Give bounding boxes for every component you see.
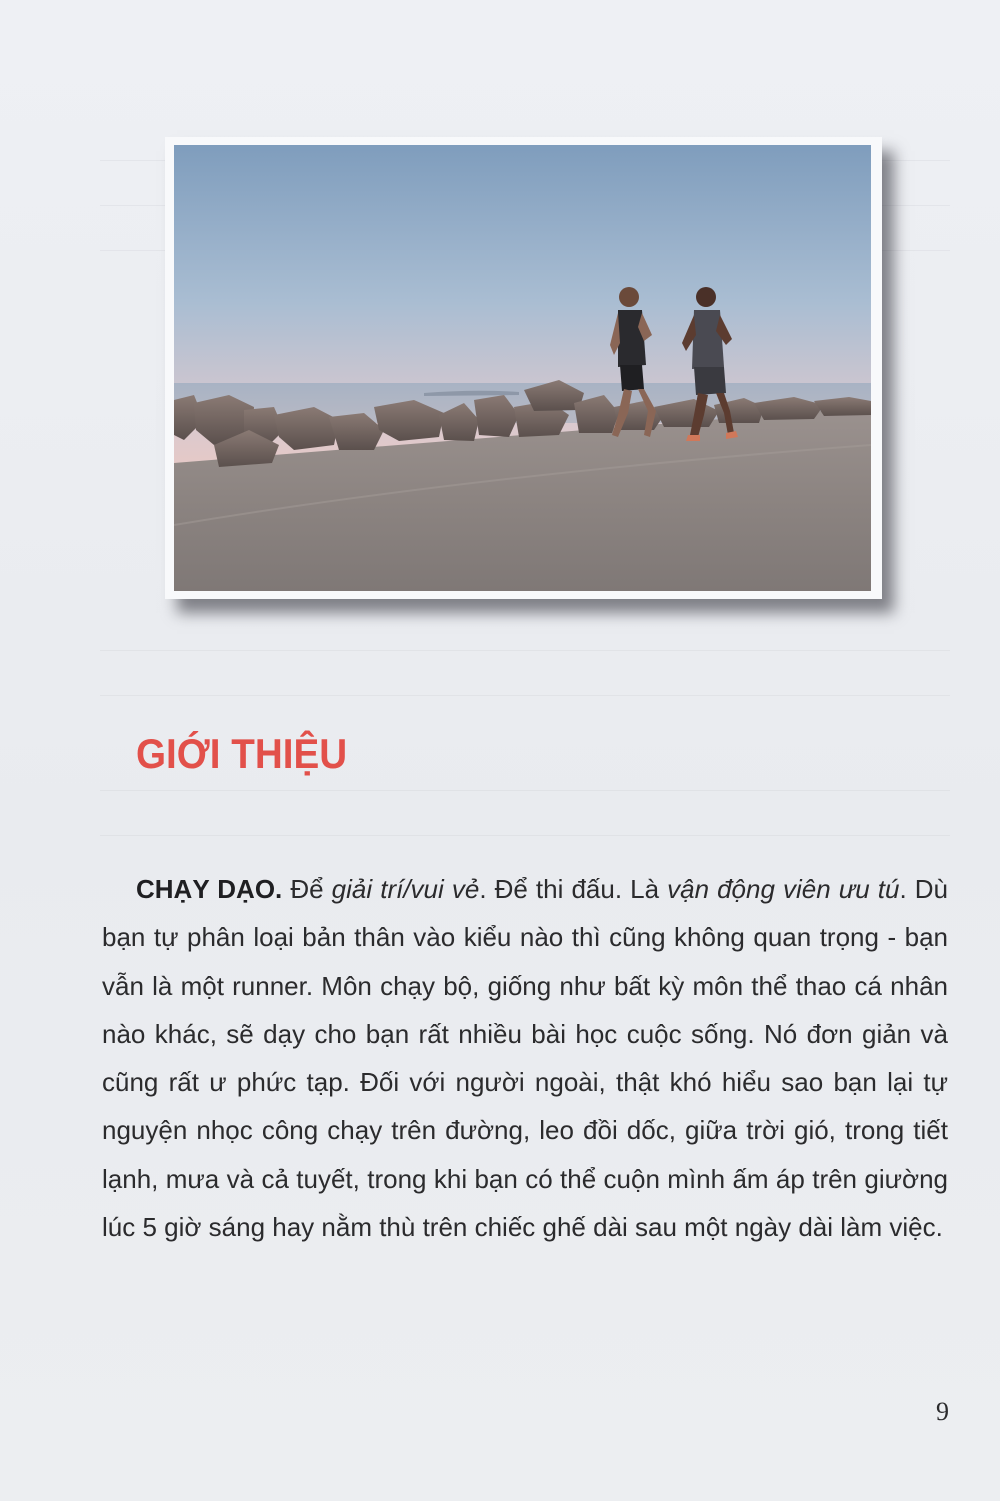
text-run: . Để thi đấu. Là — [479, 874, 668, 904]
seaside-runners-illustration — [174, 145, 871, 591]
runners-photo — [174, 145, 871, 591]
section-heading: GIỚI THIỆU — [136, 730, 348, 777]
page-number: 9 — [936, 1397, 949, 1426]
photo-frame — [165, 137, 882, 599]
show-through-line — [100, 835, 950, 836]
show-through-line — [100, 695, 950, 696]
italic-run: vận động viên ưu tú — [667, 874, 900, 904]
show-through-line — [100, 790, 950, 791]
italic-run: giải trí/vui vẻ — [331, 874, 480, 904]
show-through-line — [100, 650, 950, 651]
text-run: Để — [282, 874, 332, 904]
lead-phrase: CHẠY DẠO. — [136, 874, 283, 904]
text-run: . Dù bạn tự phân loại bản thân vào kiểu nào thì cũng không quan trọng - bạn vẫn là một runner. Môn chạy bộ, giống như bất kỳ môn thể thao cá nhân nào khác, sẽ dạy cho bạn rất nhiều bài học cuộc sống. Nó đơn giản và cũng rất ư phức tạp. Đối với người ngoài, thật khó hiểu sao bạn lại tự nguyện nhọc công chạy trên đường, leo đồi dốc, giữa trời gió, trong tiết lạnh, mưa và cả tuyết, trong khi bạn có thể cuộn mình ấm áp trên giường lúc 5 giờ sáng hay nằm thù trên chiếc ghế dài sau một ngày dài làm việc. — [102, 874, 948, 1243]
body-paragraph — [102, 865, 948, 1251]
